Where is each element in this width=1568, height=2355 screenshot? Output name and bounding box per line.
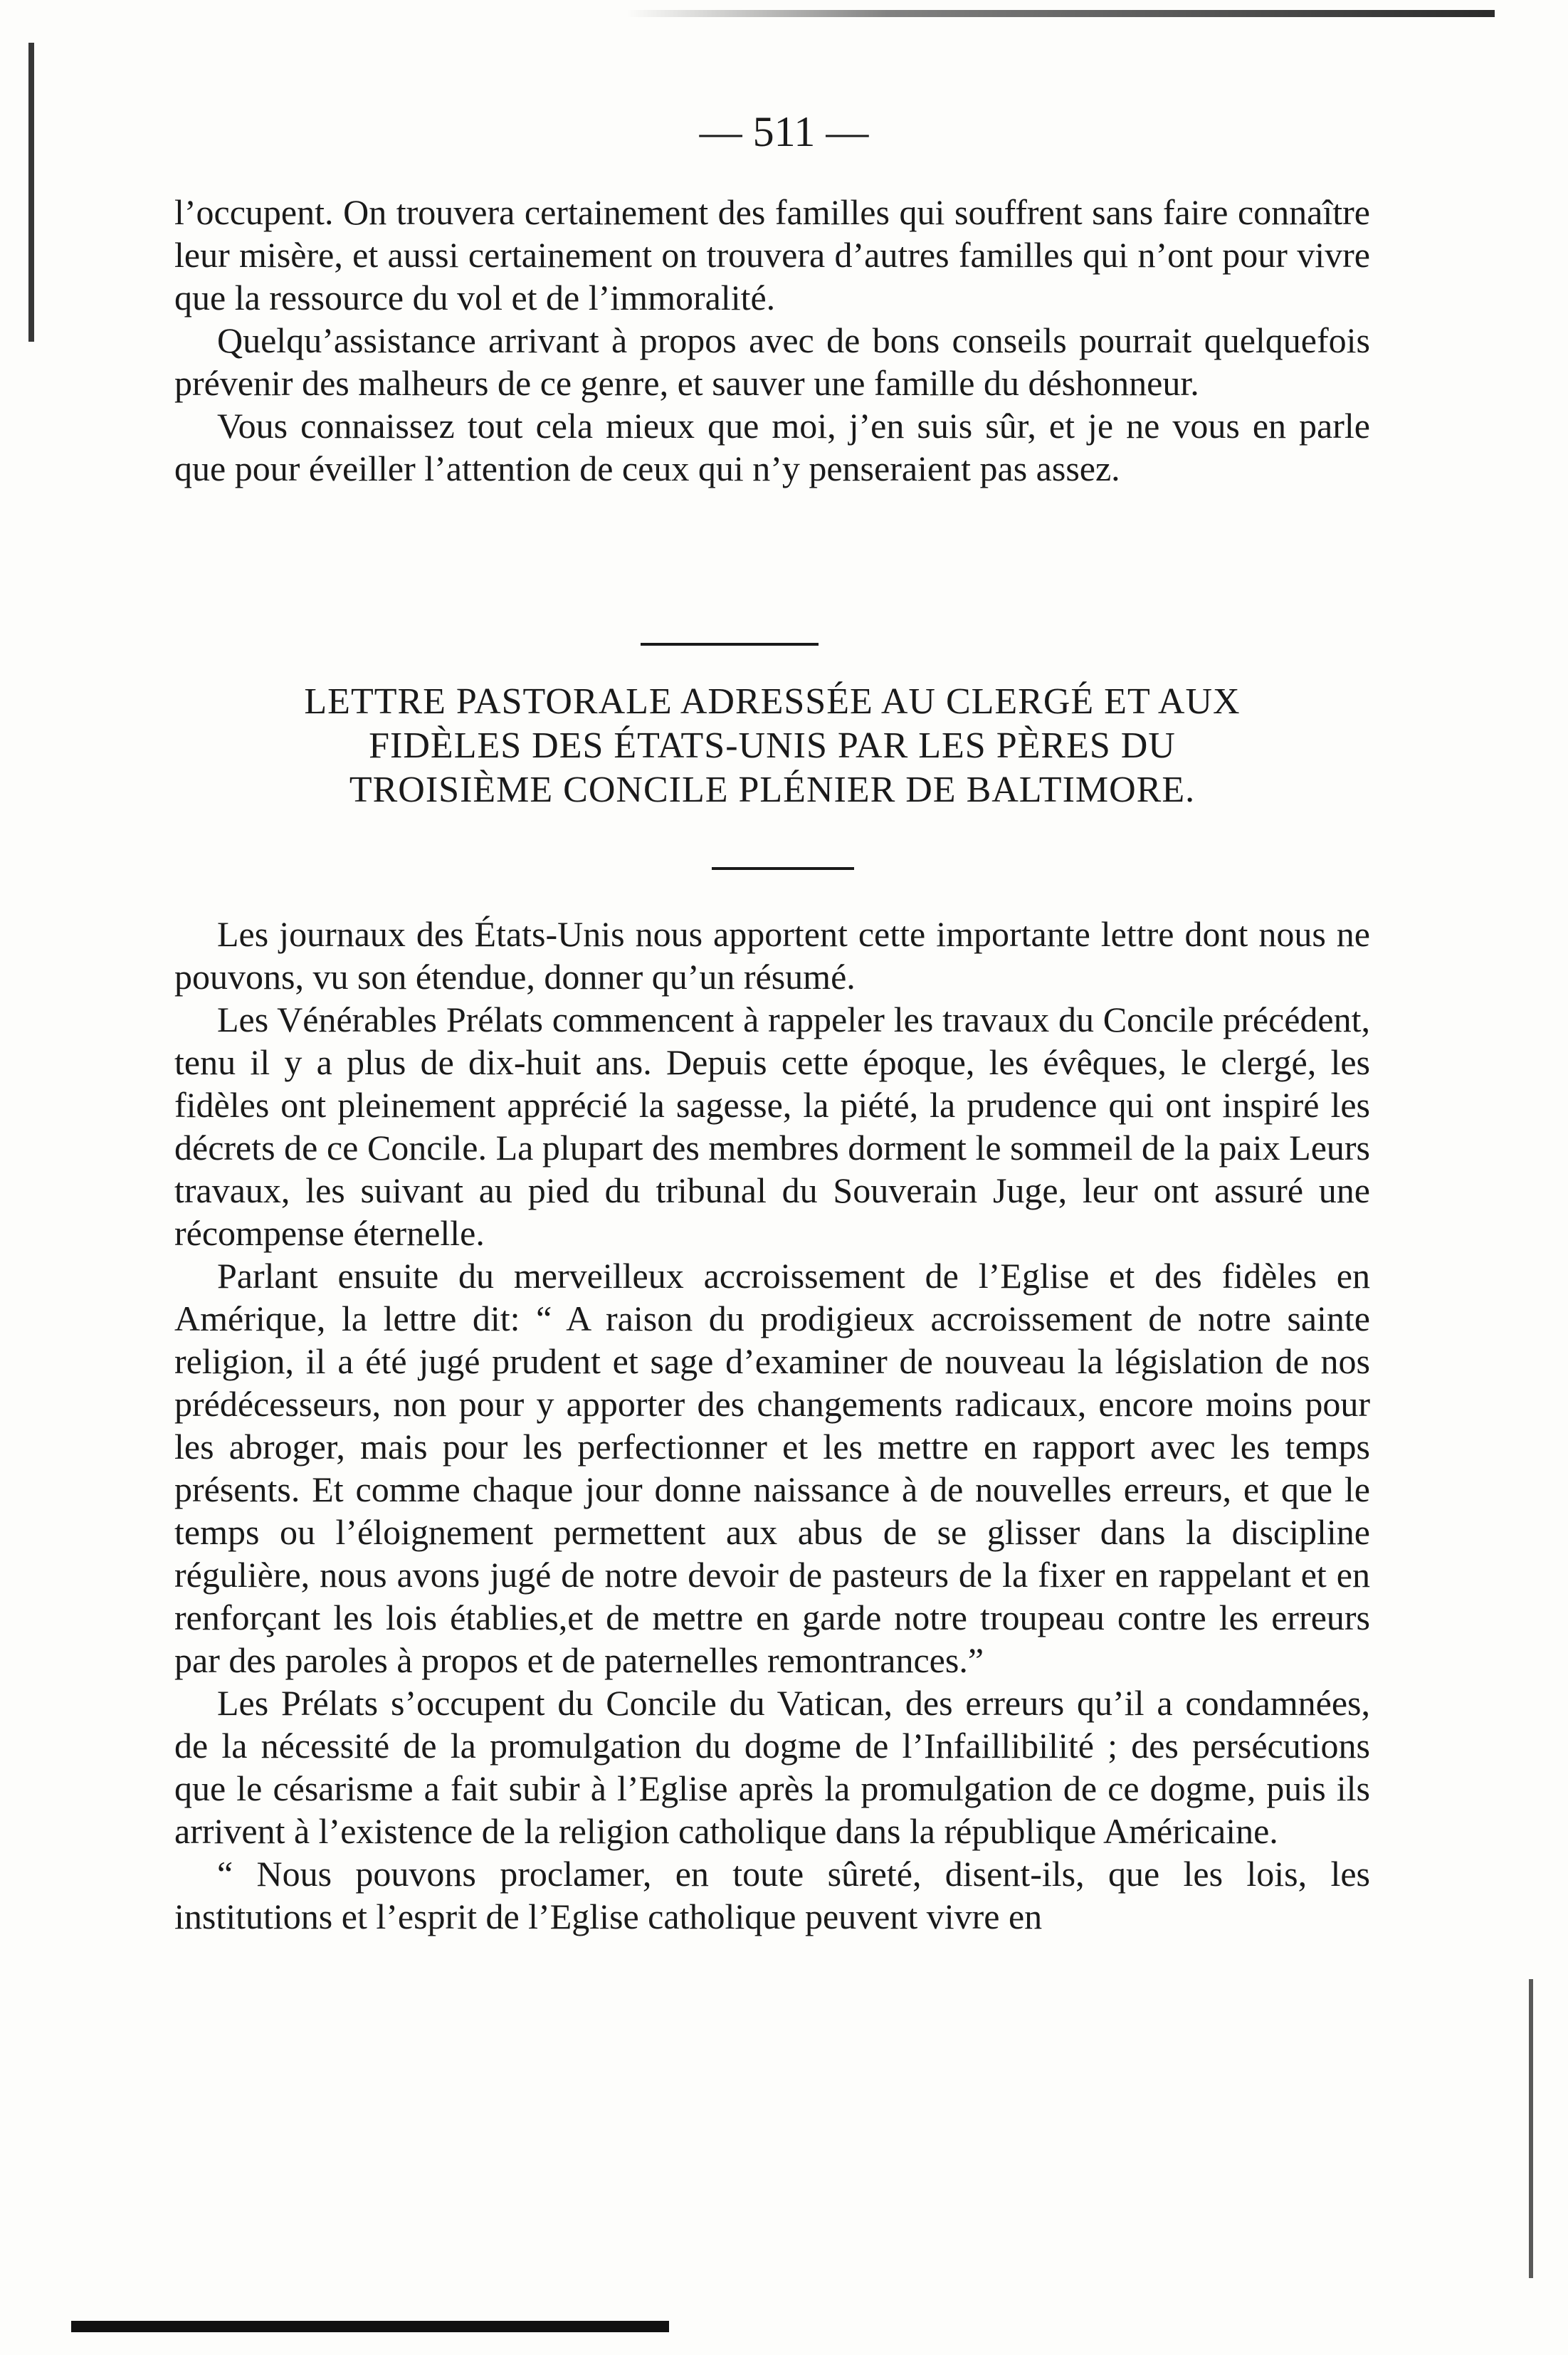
scan-right-edge-mark	[1529, 1979, 1533, 2278]
paragraph: Vous connaissez tout cela mieux que moi, j’en suis sûr, et je ne vous en parle que pour éveiller l’attention de ceux qui n’y penseraient pas assez.	[174, 406, 1370, 488]
paragraph: “ Nous pouvons proclamer, en toute sûreté, disent-ils, que les lois, les institutions et l’esprit de l’Eglise catholique peuvent vivre en	[174, 1854, 1370, 1936]
page-number: — 511 —	[699, 108, 869, 155]
heading-line: LETTRE PASTORALE ADRESSÉE AU CLERGÉ ET AUX	[304, 681, 1241, 722]
heading-divider	[712, 867, 854, 870]
paragraph: Les Vénérables Prélats commencent à rappeler les travaux du Concile précédent, tenu il y a plus de dix-huit ans. Depuis cette époque, les évêques, le clergé, les fidèles ont pleinement apprécié la sagesse, la piété, la prudence qui ont inspiré les décrets de ce Concile. La plupart des membres dorment le sommeil de la paix Leurs travaux, les suivant au pied du tribunal du Souverain Juge, leur ont assuré une récompense éternelle.	[174, 1000, 1370, 1253]
paragraph: Quelqu’assistance arrivant à propos avec de bons conseils pourrait quelquefois prévenir des malheurs de ce genre, et sauver une famille du déshonneur.	[174, 320, 1370, 403]
letter-summary-text	[174, 913, 1370, 1938]
paragraph: Parlant ensuite du merveilleux accroissement de l’Eglise et des fidèles en Amérique, la lettre dit: “ A raison du prodigieux accroissement de notre sainte religion, il a été jugé prudent et sage d’examiner de nouveau la législation de nos prédécesseurs, non pour y apporter des changements radicaux, encore moins pour les abroger, mais pour les perfectionner et les mettre en rapport avec les temps présents. Et comme chaque jour donne naissance à de nouvelles erreurs, et que le temps ou l’éloignement permettent aux abus de se glisser dans la discipline régulière, nous avons jugé de notre devoir de pasteurs de la fixer en rappelant et en renforçant les lois établies,et de mettre en garde notre troupeau contre les erreurs par des paroles à propos et de paternelles remontrances.”	[174, 1256, 1370, 1680]
paragraph: Les journaux des États-Unis nous apportent cette importante lettre dont nous ne pouvons, vu son étendue, donner qu’un résumé.	[174, 914, 1370, 997]
paragraph: Les Prélats s’occupent du Concile du Vatican, des erreurs qu’il a condamnées, de la nécessité de la promulgation du dogme de l’Infaillibilité ; des persécutions que le césarisme a fait subir à l’Eglise après la promulgation de ce dogme, puis ils arrivent à l’existence de la religion catholique dans la république Américaine.	[174, 1683, 1370, 1851]
opening-text	[174, 191, 1370, 490]
section-heading	[167, 680, 1377, 812]
heading-line: TROISIÈME CONCILE PLÉNIER DE BALTIMORE.	[349, 770, 1196, 810]
scan-left-edge-mark	[28, 43, 34, 342]
scan-bottom-edge-mark	[71, 2321, 669, 2332]
scan-top-edge-mark	[626, 10, 1495, 17]
paragraph: l’occupent. On trouvera certainement des familles qui souffrent sans faire connaître leur misère, et aussi certainement on trouvera d’autres familles qui n’ont pour vivre que la ressource du vol et de l’immoralité.	[174, 192, 1370, 318]
heading-line: FIDÈLES DES ÉTATS-UNIS PAR LES PÈRES DU	[369, 725, 1176, 766]
section-divider	[641, 643, 819, 646]
